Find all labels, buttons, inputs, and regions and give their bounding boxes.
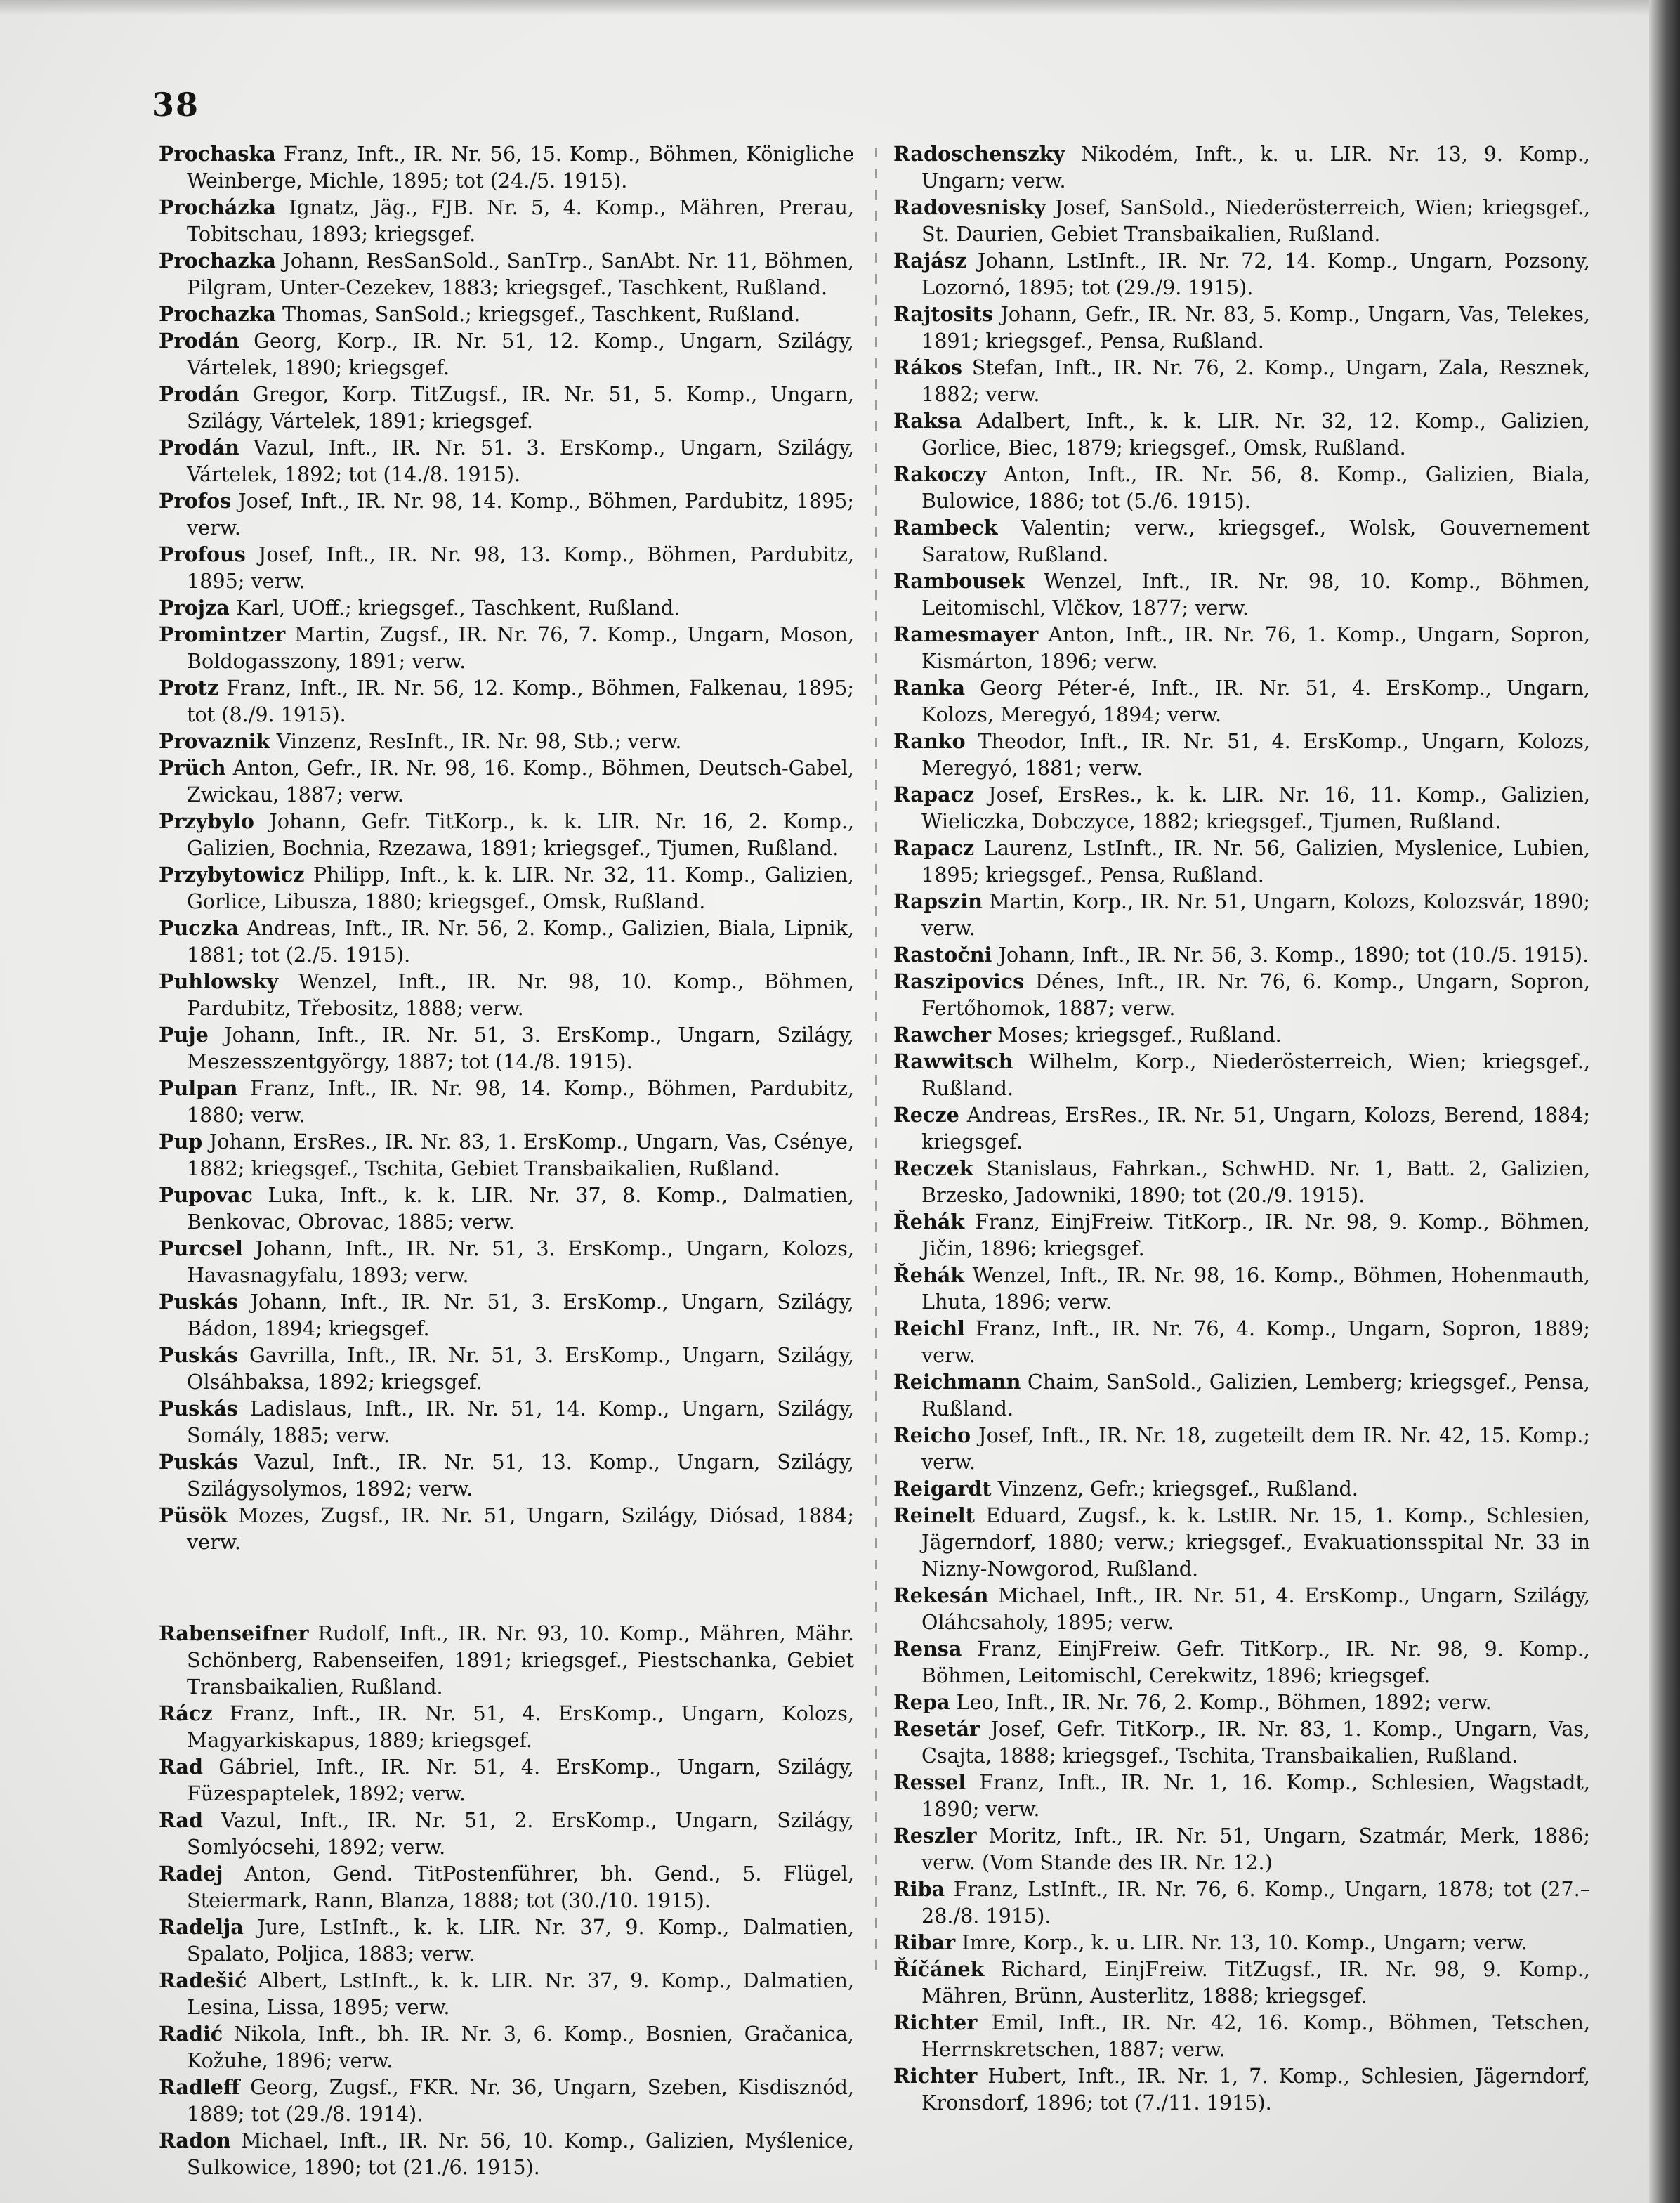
register-entry <box>893 968 1590 1021</box>
register-entry <box>893 1208 1590 1262</box>
entry-surname: Reinelt <box>893 1503 975 1527</box>
register-entry <box>159 301 854 327</box>
entry-details: Gavrilla, Inft., IR. Nr. 51, 3. ErsKomp., Ungarn, Szilágy, Olsáhbaksa, 1892; kriegsgef. <box>187 1343 854 1394</box>
entry-surname: Radleff <box>159 2075 240 2099</box>
left-entry-list-r <box>159 1620 854 2181</box>
entry-surname: Purcsel <box>159 1236 243 1260</box>
register-entry <box>159 327 854 381</box>
entry-details: Johann, Inft., IR. Nr. 56, 3. Komp., 1890; tot (10./5. 1915). <box>998 943 1589 967</box>
entry-details: Dénes, Inft., IR. Nr. 76, 6. Komp., Ungarn, Sopron, Fertőhomok, 1887; verw. <box>921 969 1590 1020</box>
register-entry <box>893 1422 1590 1475</box>
entry-details: Nikola, Inft., bh. IR. Nr. 3, 6. Komp., Bosnien, Gračanica, Kožuhe, 1896; verw. <box>187 2022 854 2072</box>
entry-surname: Puskás <box>159 1450 238 1474</box>
register-entry <box>159 808 854 861</box>
entry-details: Georg Péter-é, Inft., IR. Nr. 51, 4. ErsKomp., Ungarn, Kolozs, Meregyó, 1894; verw. <box>921 676 1590 726</box>
entry-details: Stanislaus, Fahrkan., SchwHD. Nr. 1, Batt. 2, Galizien, Brzesko, Jadowniki, 1890; tot (20./9. 1915). <box>921 1156 1590 1207</box>
entry-surname: Puskás <box>159 1290 238 1314</box>
entry-surname: Reczek <box>893 1156 973 1180</box>
left-column <box>159 140 854 2181</box>
register-entry <box>159 1235 854 1288</box>
entry-surname: Rensa <box>893 1637 962 1661</box>
entry-details: Karl, UOff.; kriegsgef., Taschkent, Rußland. <box>235 596 681 620</box>
entry-details: Franz, Inft., IR. Nr. 98, 14. Komp., Böhmen, Pardubitz, 1880; verw. <box>187 1076 854 1127</box>
register-entry <box>893 674 1590 728</box>
register-entry <box>159 621 854 674</box>
register-entry <box>159 754 854 808</box>
register-entry <box>159 1860 854 1914</box>
entry-details: Vazul, Inft., IR. Nr. 51. 3. ErsKomp., Ungarn, Szilágy, Vártelek, 1892; tot (14./8. 1915). <box>187 436 855 486</box>
entry-details: Wenzel, Inft., IR. Nr. 98, 16. Komp., Böhmen, Hohenmauth, Lhuta, 1896; verw. <box>921 1263 1590 1314</box>
entry-surname: Ressel <box>893 1770 966 1794</box>
register-entry <box>893 1021 1590 1048</box>
entry-details: Eduard, Zugsf., k. k. LstIR. Nr. 15, 1. Komp., Schlesien, Jägerndorf, 1880; verw.; kriegsgef., Evakuationsspital Nr. 33 in Nizny-Nowgorod, Rußland. <box>921 1503 1591 1581</box>
entry-details: Johann, ErsRes., IR. Nr. 83, 1. ErsKomp., Ungarn, Vas, Csénye, 1882; kriegsgef., Tschita, Gebiet Transbaikalien, Rußland. <box>187 1130 854 1180</box>
entry-surname: Puczka <box>159 916 239 940</box>
register-entry <box>893 781 1590 835</box>
right-column <box>893 140 1590 2116</box>
entry-details: Franz, Inft., IR. Nr. 51, 4. ErsKomp., Ungarn, Kolozs, Magyarkiskapus, 1889; kriegsgef. <box>187 1701 854 1752</box>
register-entry <box>893 1876 1590 1929</box>
register-entry <box>893 835 1590 888</box>
register-entry <box>893 568 1590 621</box>
entry-details: Gábriel, Inft., IR. Nr. 51, 4. ErsKomp., Ungarn, Szilágy, Füzespaptelek, 1892; verw. <box>187 1755 854 1805</box>
register-entry <box>159 728 854 754</box>
page-number: 38 <box>152 86 200 124</box>
entry-surname: Pup <box>159 1130 203 1153</box>
register-entry <box>893 407 1590 461</box>
entry-details: Moritz, Inft., IR. Nr. 51, Ungarn, Szatmár, Merk, 1886; verw. (Vom Stande des IR. Nr. 12.) <box>921 1824 1591 1874</box>
register-entry <box>893 514 1590 568</box>
register-entry <box>893 941 1590 968</box>
register-entry <box>159 1342 854 1395</box>
register-entry <box>893 1929 1590 1956</box>
entry-surname: Rastočni <box>893 943 992 967</box>
entry-surname: Rawwitsch <box>893 1050 1013 1073</box>
register-entry <box>159 194 854 247</box>
entry-surname: Rawcher <box>893 1023 992 1047</box>
entry-surname: Raksa <box>893 409 962 433</box>
entry-surname: Rambeck <box>893 516 998 540</box>
entry-details: Josef, Inft., IR. Nr. 18, zugeteilt dem IR. Nr. 42, 15. Komp.; verw. <box>921 1423 1590 1474</box>
entry-details: Michael, Inft., IR. Nr. 56, 10. Komp., Galizien, Myślenice, Sulkowice, 1890; tot (21./6. 1915). <box>187 2129 854 2179</box>
entry-details: Valentin; verw., kriegsgef., Wolsk, Gouvernement Saratow, Rußland. <box>921 516 1591 566</box>
entry-surname: Puje <box>159 1023 209 1047</box>
register-entry <box>159 541 854 594</box>
right-entry-list <box>893 140 1590 2116</box>
register-entry <box>159 2074 854 2127</box>
entry-details: Georg, Korp., IR. Nr. 51, 12. Komp., Ungarn, Szilágy, Vártelek, 1890; kriegsgef. <box>187 329 854 379</box>
entry-details: Albert, LstInft., k. k. LIR. Nr. 37, 9. Komp., Dalmatien, Lesina, Lissa, 1895; verw. <box>187 1968 855 2019</box>
register-entry <box>893 1715 1590 1769</box>
register-entry <box>159 1914 854 1967</box>
register-entry <box>893 888 1590 941</box>
register-entry <box>159 915 854 968</box>
entry-details: Hubert, Inft., IR. Nr. 1, 7. Komp., Schlesien, Jägerndorf, Kronsdorf, 1896; tot (7./11. 1915). <box>921 2064 1590 2114</box>
entry-details: Franz, Inft., IR. Nr. 76, 4. Komp., Ungarn, Sopron, 1889; verw. <box>921 1316 1590 1367</box>
register-entry <box>159 1807 854 1860</box>
entry-details: Imre, Korp., k. u. LIR. Nr. 13, 10. Komp., Ungarn; verw. <box>962 1930 1528 1954</box>
register-entry <box>159 1128 854 1182</box>
register-entry <box>159 1502 854 1555</box>
register-entry <box>893 301 1590 354</box>
entry-surname: Protz <box>159 676 219 700</box>
entry-surname: Rapacz <box>893 783 975 806</box>
entry-details: Vazul, Inft., IR. Nr. 51, 13. Komp., Ungarn, Szilágy, Szilágysolymos, 1892; verw. <box>187 1450 854 1501</box>
entry-surname: Pupovac <box>159 1183 253 1207</box>
register-entry <box>893 247 1590 301</box>
book-binding-edge <box>1649 0 1680 2203</box>
entry-details: Philipp, Inft., k. k. LIR. Nr. 32, 11. Komp., Galizien, Gorlice, Libusza, 1880; kriegsgef., Omsk, Rußland. <box>187 863 854 913</box>
entry-details: Franz, EinjFreiw. TitKorp., IR. Nr. 98, 9. Komp., Böhmen, Jičin, 1896; kriegsgef. <box>921 1210 1590 1260</box>
register-entry <box>159 140 854 194</box>
entry-surname: Rambousek <box>893 569 1025 593</box>
entry-surname: Radovesnisky <box>893 195 1046 219</box>
entry-surname: Promintzer <box>159 622 286 646</box>
entry-details: Gregor, Korp. TitZugsf., IR. Nr. 51, 5. Komp., Ungarn, Szilágy, Vártelek, 1891; kriegsgef. <box>187 382 854 433</box>
register-entry <box>159 488 854 541</box>
register-entry <box>893 1262 1590 1315</box>
entry-surname: Radić <box>159 2022 223 2046</box>
entry-details: Vazul, Inft., IR. Nr. 51, 2. ErsKomp., Ungarn, Szilágy, Somlyócsehi, 1892; verw. <box>187 1808 854 1859</box>
entry-surname: Prüch <box>159 756 226 780</box>
entry-details: Rudolf, Inft., IR. Nr. 93, 10. Komp., Mähren, Mähr. Schönberg, Rabenseifen, 1891; kriegsgef., Piestschanka, Gebiet Transbaikalien, Rußland. <box>187 1621 854 1699</box>
register-entry <box>159 1288 854 1342</box>
entry-details: Josef, Inft., IR. Nr. 98, 14. Komp., Böhmen, Pardubitz, 1895; verw. <box>187 489 854 540</box>
entry-surname: Przybylo <box>159 809 254 833</box>
register-entry <box>893 1155 1590 1208</box>
register-entry <box>159 1075 854 1128</box>
register-entry <box>159 247 854 301</box>
entry-details: Johann, Gefr., IR. Nr. 83, 5. Komp., Ungarn, Vas, Telekes, 1891; kriegsgef., Pensa, Rußland. <box>921 302 1590 353</box>
entry-surname: Prodán <box>159 382 239 406</box>
entry-details: Franz, EinjFreiw. Gefr. TitKorp., IR. Nr. 98, 9. Komp., Böhmen, Leitomischl, Cerekwitz, 1896; kriegsgef. <box>921 1637 1590 1687</box>
entry-surname: Radon <box>159 2129 231 2152</box>
entry-details: Wilhelm, Korp., Niederösterreich, Wien; kriegsgef., Rußland. <box>921 1050 1590 1100</box>
entry-surname: Prochazka <box>159 302 276 326</box>
entry-details: Martin, Zugsf., IR. Nr. 76, 7. Komp., Ungarn, Moson, Boldogasszony, 1891; verw. <box>187 622 854 673</box>
entry-surname: Recze <box>893 1103 959 1127</box>
register-entry <box>893 1582 1590 1635</box>
entry-details: Richard, EinjFreiw. TitZugsf., IR. Nr. 98, 9. Komp., Mähren, Brünn, Austerlitz, 1888; kriegsgef. <box>921 1957 1590 2008</box>
entry-details: Thomas, SanSold.; kriegsgef., Taschkent, Rußland. <box>282 302 801 326</box>
register-entry <box>893 140 1590 194</box>
entry-details: Laurenz, LstInft., IR. Nr. 56, Galizien, Myslenice, Lubien, 1895; kriegsgef., Pensa, Rußland. <box>921 836 1590 887</box>
left-entry-list <box>159 140 854 1555</box>
entry-details: Johann, LstInft., IR. Nr. 72, 14. Komp., Ungarn, Pozsony, Lozornó, 1895; tot (29./9. 1915). <box>921 249 1591 299</box>
register-entry <box>159 1753 854 1807</box>
entry-details: Anton, Inft., IR. Nr. 56, 8. Komp., Galizien, Biala, Bulowice, 1886; tot (5./6. 1915). <box>921 462 1590 513</box>
entry-details: Franz, Inft., IR. Nr. 56, 15. Komp., Böhmen, Königliche Weinberge, Michle, 1895; tot (24./5. 1915). <box>187 142 854 192</box>
register-entry <box>159 2020 854 2074</box>
register-entry <box>893 354 1590 407</box>
entry-details: Martin, Korp., IR. Nr. 51, Ungarn, Kolozs, Kolozsvár, 1890; verw. <box>921 889 1590 940</box>
entry-details: Franz, Inft., IR. Nr. 1, 16. Komp., Schlesien, Wagstadt, 1890; verw. <box>921 1770 1590 1821</box>
entry-surname: Richter <box>893 2064 978 2088</box>
register-entry <box>159 434 854 488</box>
register-entry <box>159 1449 854 1502</box>
entry-details: Nikodém, Inft., k. u. LIR. Nr. 13, 9. Komp., Ungarn; verw. <box>921 142 1590 192</box>
entry-surname: Ribar <box>893 1930 956 1954</box>
entry-surname: Püsök <box>159 1503 228 1527</box>
entry-surname: Rad <box>159 1808 203 1832</box>
entry-details: Luka, Inft., k. k. LIR. Nr. 37, 8. Komp., Dalmatien, Benkovac, Obrovac, 1885; verw. <box>187 1183 855 1234</box>
entry-surname: Říčánek <box>893 1957 985 1981</box>
register-entry <box>159 1620 854 1700</box>
entry-surname: Raszipovics <box>893 969 1025 993</box>
entry-surname: Puskás <box>159 1343 238 1367</box>
register-entry <box>893 1502 1590 1582</box>
entry-details: Johann, Inft., IR. Nr. 51, 3. ErsKomp., Ungarn, Szilágy, Bádon, 1894; kriegsgef. <box>187 1290 854 1340</box>
entry-surname: Rapszin <box>893 889 983 913</box>
register-entry <box>893 461 1590 514</box>
entry-details: Theodor, Inft., IR. Nr. 51, 4. ErsKomp., Ungarn, Kolozs, Meregyó, 1881; verw. <box>921 729 1590 780</box>
entry-surname: Profous <box>159 542 246 566</box>
entry-surname: Rekesán <box>893 1583 989 1607</box>
entry-details: Wenzel, Inft., IR. Nr. 98, 10. Komp., Böhmen, Pardubitz, Třebositz, 1888; verw. <box>187 969 854 1020</box>
entry-surname: Repa <box>893 1690 950 1714</box>
register-entry <box>159 381 854 434</box>
entry-surname: Radelja <box>159 1915 244 1939</box>
section-gap <box>159 1555 854 1620</box>
entry-details: Josef, Gefr. TitKorp., IR. Nr. 83, 1. Komp., Ungarn, Vas, Csajta, 1888; kriegsgef., Tschita, Transbaikalien, Rußland. <box>921 1717 1591 1767</box>
register-entry <box>893 728 1590 781</box>
entry-details: Johann, Inft., IR. Nr. 51, 3. ErsKomp., Ungarn, Kolozs, Havasnagyfalu, 1893; verw. <box>187 1236 854 1287</box>
entry-details: Josef, ErsRes., k. k. LIR. Nr. 16, 11. Komp., Galizien, Wieliczka, Dobczyce, 1882; kriegsgef., Tjumen, Rußland. <box>921 783 1591 833</box>
entry-surname: Reszler <box>893 1824 977 1848</box>
entry-details: Michael, Inft., IR. Nr. 51, 4. ErsKomp., Ungarn, Szilágy, Oláhcsaholy, 1895; verw. <box>921 1583 1590 1634</box>
register-entry <box>893 1635 1590 1689</box>
register-entry <box>893 1822 1590 1876</box>
register-entry <box>893 621 1590 674</box>
entry-surname: Richter <box>893 2011 978 2034</box>
entry-surname: Ranka <box>893 676 966 700</box>
entry-surname: Prochazka <box>159 249 276 273</box>
entry-details: Anton, Gend. TitPostenführer, bh. Gend., 5. Flügel, Steiermark, Rann, Blanza, 1888; tot (30./10. 1915). <box>187 1862 854 1912</box>
entry-surname: Ranko <box>893 729 966 753</box>
register-entry <box>893 1956 1590 2009</box>
entry-details: Wenzel, Inft., IR. Nr. 98, 10. Komp., Böhmen, Leitomischl, Vlčkov, 1877; verw. <box>921 569 1590 620</box>
register-entry <box>893 194 1590 247</box>
entry-details: Johann, Inft., IR. Nr. 51, 3. ErsKomp., Ungarn, Szilágy, Meszesszentgyörgy, 1887; tot (14./8. 1915). <box>187 1023 855 1073</box>
register-entry <box>159 1182 854 1235</box>
entry-details: Franz, Inft., IR. Nr. 56, 12. Komp., Böhmen, Falkenau, 1895; tot (8./9. 1915). <box>187 676 854 726</box>
entry-surname: Reigardt <box>893 1477 992 1501</box>
entry-surname: Pulpan <box>159 1076 238 1100</box>
entry-surname: Radej <box>159 1862 223 1885</box>
entry-details: Franz, LstInft., IR. Nr. 76, 6. Komp., Ungarn, 1878; tot (27.–28./8. 1915). <box>921 1877 1590 1928</box>
register-entry <box>893 1475 1590 1502</box>
entry-surname: Rapacz <box>893 836 975 860</box>
entry-details: Georg, Zugsf., FKR. Nr. 36, Ungarn, Szeben, Kisdisznód, 1889; tot (29./8. 1914). <box>187 2075 854 2126</box>
entry-details: Mozes, Zugsf., IR. Nr. 51, Ungarn, Szilágy, Diósad, 1884; verw. <box>187 1503 854 1554</box>
entry-surname: Rákos <box>893 355 962 379</box>
entry-details: Johann, ResSanSold., SanTrp., SanAbt. Nr. 11, Böhmen, Pilgram, Unter-Cezekev, 1883; kriegsgef., Taschkent, Rußland. <box>187 249 854 299</box>
entry-details: Anton, Inft., IR. Nr. 76, 1. Komp., Ungarn, Sopron, Kismárton, 1896; verw. <box>921 622 1590 673</box>
register-entry <box>893 1368 1590 1422</box>
entry-surname: Projza <box>159 596 230 620</box>
register-entry <box>159 1700 854 1753</box>
entry-details: Vinzenz, ResInft., IR. Nr. 98, Stb.; verw. <box>276 729 682 753</box>
entry-surname: Rakoczy <box>893 462 987 486</box>
register-entry <box>159 1395 854 1449</box>
entry-surname: Puskás <box>159 1397 238 1420</box>
register-entry <box>893 1769 1590 1822</box>
entry-details: Chaim, SanSold., Galizien, Lemberg; kriegsgef., Pensa, Rußland. <box>921 1370 1590 1420</box>
entry-surname: Puhlowsky <box>159 969 279 993</box>
entry-surname: Rabenseifner <box>159 1621 309 1645</box>
entry-surname: Prodán <box>159 329 239 353</box>
entry-details: Ignatz, Jäg., FJB. Nr. 5, 4. Komp., Mähren, Prerau, Tobitschau, 1893; kriegsgef. <box>187 195 854 246</box>
entry-surname: Przybytowicz <box>159 863 305 887</box>
register-entry <box>159 594 854 621</box>
register-entry <box>159 1021 854 1075</box>
register-entry <box>893 1102 1590 1155</box>
entry-details: Jure, LstInft., k. k. LIR. Nr. 37, 9. Komp., Dalmatien, Spalato, Poljica, 1883; verw. <box>187 1915 854 1966</box>
register-entry <box>159 2127 854 2181</box>
entry-surname: Profos <box>159 489 232 513</box>
entry-details: Josef, Inft., IR. Nr. 98, 13. Komp., Böhmen, Pardubitz, 1895; verw. <box>187 542 855 593</box>
entry-surname: Ramesmayer <box>893 622 1039 646</box>
entry-surname: Rajász <box>893 249 967 273</box>
entry-details: Leo, Inft., IR. Nr. 76, 2. Komp., Böhmen, 1892; verw. <box>956 1690 1492 1714</box>
register-entry <box>893 1689 1590 1715</box>
entry-details: Moses; kriegsgef., Rußland. <box>997 1023 1282 1047</box>
entry-surname: Rajtosits <box>893 302 993 326</box>
entry-surname: Reichl <box>893 1316 965 1340</box>
entry-surname: Radoschenszky <box>893 142 1065 166</box>
page-top-shadow <box>0 0 1680 15</box>
entry-surname: Radešić <box>159 1968 247 1992</box>
entry-surname: Resetár <box>893 1717 980 1741</box>
entry-surname: Řehák <box>893 1210 965 1234</box>
entry-surname: Riba <box>893 1877 945 1901</box>
entry-surname: Provaznik <box>159 729 270 753</box>
register-entry <box>893 2009 1590 2063</box>
entry-surname: Prochaska <box>159 142 276 166</box>
entry-surname: Reicho <box>893 1423 971 1447</box>
entry-details: Anton, Gefr., IR. Nr. 98, 16. Komp., Böhmen, Deutsch-Gabel, Zwickau, 1887; verw. <box>187 756 854 806</box>
entry-details: Ladislaus, Inft., IR. Nr. 51, 14. Komp., Ungarn, Szilágy, Somály, 1885; verw. <box>187 1397 854 1447</box>
entry-surname: Rácz <box>159 1701 213 1725</box>
entry-details: Emil, Inft., IR. Nr. 42, 16. Komp., Böhmen, Tetschen, Herrnskretschen, 1887; verw. <box>921 2011 1590 2061</box>
entry-details: Andreas, ErsRes., IR. Nr. 51, Ungarn, Kolozs, Berend, 1884; kriegsgef. <box>921 1103 1590 1153</box>
entry-details: Stefan, Inft., IR. Nr. 76, 2. Komp., Ungarn, Zala, Resznek, 1882; verw. <box>921 355 1590 406</box>
register-entry <box>159 1967 854 2020</box>
entry-surname: Prodán <box>159 436 239 459</box>
register-entry <box>159 861 854 915</box>
entry-details: Johann, Gefr. TitKorp., k. k. LIR. Nr. 16, 2. Komp., Galizien, Bochnia, Rzezawa, 1891; kriegsgef., Tjumen, Rußland. <box>187 809 854 860</box>
entry-surname: Reichmann <box>893 1370 1021 1394</box>
entry-surname: Rad <box>159 1755 203 1779</box>
entry-details: Adalbert, Inft., k. k. LIR. Nr. 32, 12. Komp., Galizien, Gorlice, Biec, 1879; kriegsgef., Omsk, Rußland. <box>921 409 1590 459</box>
column-divider <box>875 148 877 1981</box>
register-entry <box>893 1315 1590 1368</box>
entry-surname: Procházka <box>159 195 276 219</box>
entry-details: Vinzenz, Gefr.; kriegsgef., Rußland. <box>997 1477 1358 1501</box>
register-entry <box>159 674 854 728</box>
register-entry <box>893 2063 1590 2116</box>
register-entry <box>159 968 854 1021</box>
entry-details: Andreas, Inft., IR. Nr. 56, 2. Komp., Galizien, Biala, Lipnik, 1881; tot (2./5. 1915). <box>187 916 854 967</box>
register-entry <box>893 1048 1590 1102</box>
entry-details: Josef, SanSold., Niederösterreich, Wien; kriegsgef., St. Daurien, Gebiet Transbaikalien, Rußland. <box>921 195 1590 246</box>
entry-surname: Řehák <box>893 1263 965 1287</box>
